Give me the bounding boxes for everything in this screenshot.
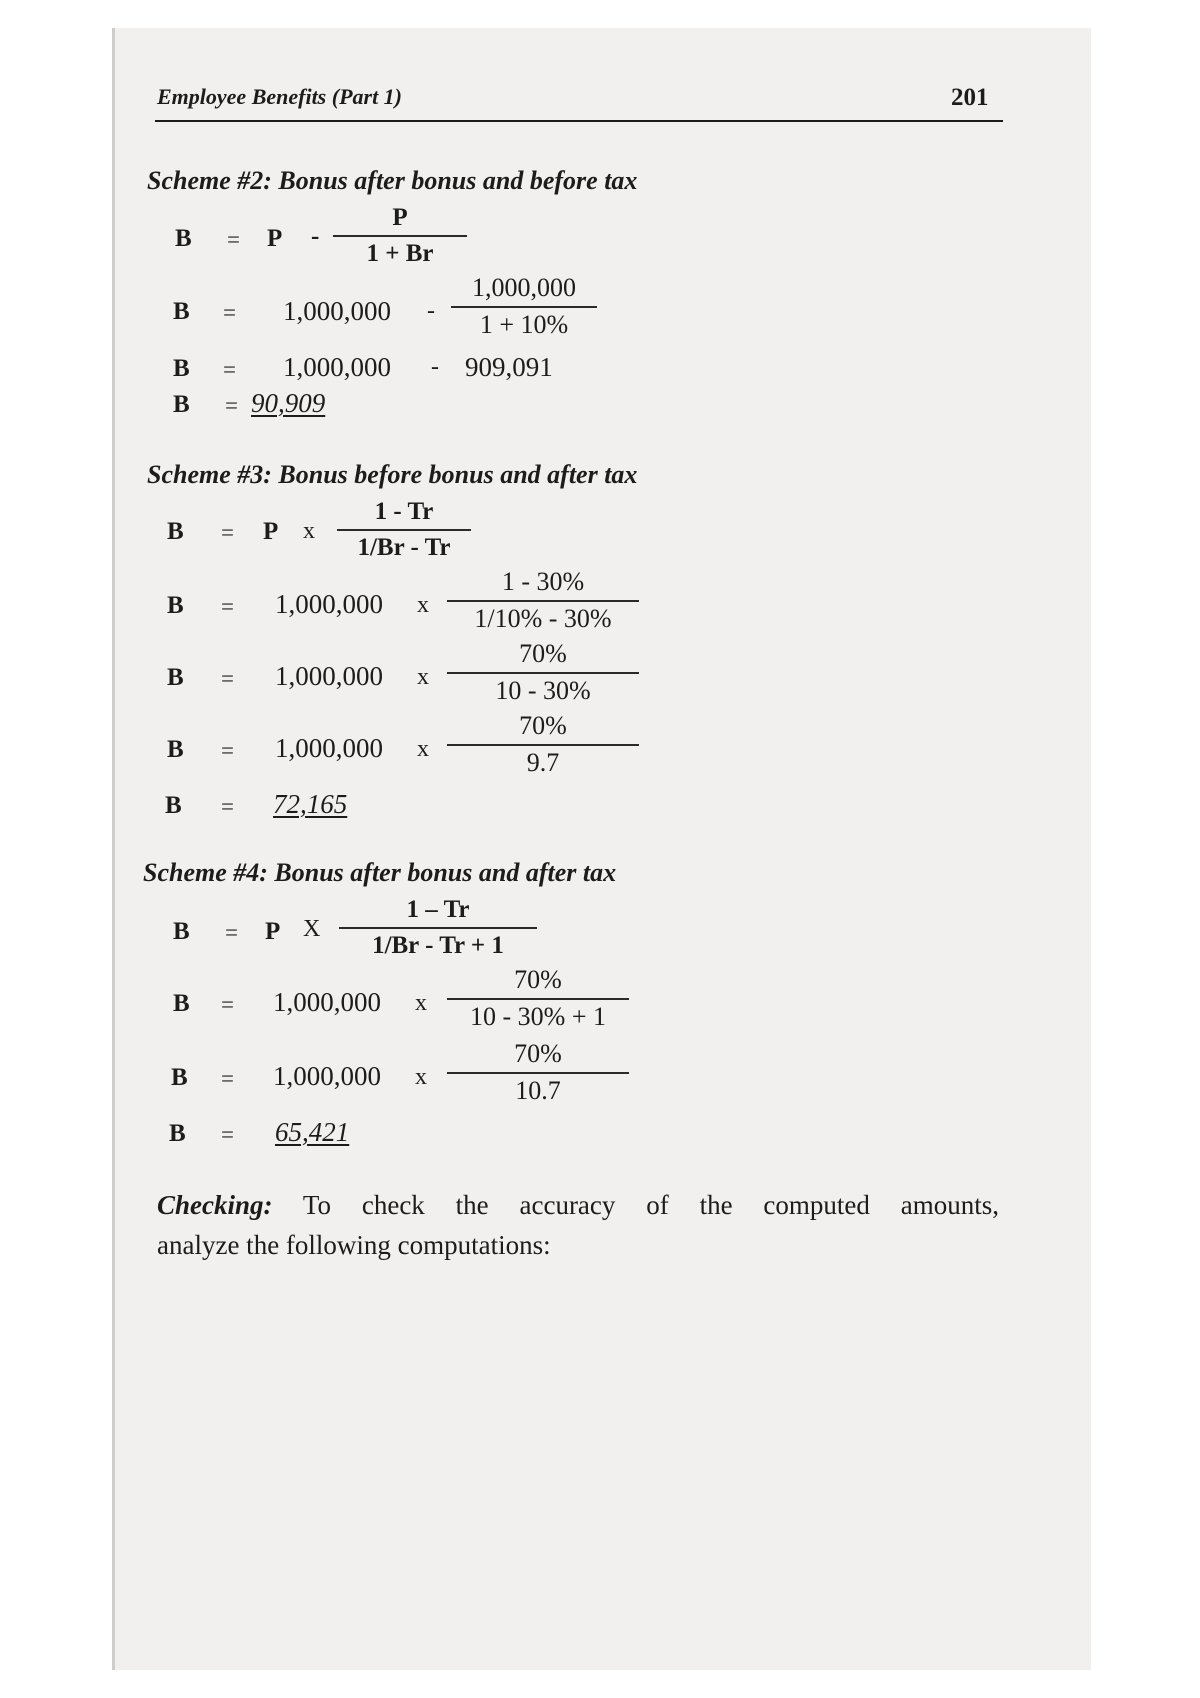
scheme2-heading: Scheme #2: Bonus after bonus and before tax [147,166,638,195]
result-value: 90,909 [251,388,326,418]
checking-paragraph-line2: analyze the following computations: [157,1230,551,1260]
running-head: Employee Benefits (Part 1) [157,84,403,109]
scheme3-heading: Scheme #3: Bonus before bonus and after tax [147,460,638,489]
fraction: 70% 10 - 30% + 1 [447,966,629,1031]
result-value: 72,165 [273,789,348,819]
operator: - [311,223,320,250]
result-value: 65,421 [275,1117,350,1147]
fraction: 70% 10.7 [447,1040,629,1105]
formula-lhs: B [175,225,192,252]
equals-sign: = [227,227,240,252]
formula-fraction: 1 – Tr 1/Br - Tr + 1 [339,896,537,959]
formula-fraction: P 1 + Br [333,204,467,267]
book-page: Employee Benefits (Part 1) 201 Scheme #2: Bonus after bonus and before tax B = P - P 1 + Br B = 1,000,000 - 1,000,000 1 + 10% B = 1,000,000 - 909,091 B = 90,909 Scheme #3: Bonus before bonus and after tax B = P x 1 - Tr 1/Br - Tr B = 1,000,000 x 1 - 30% 1/10% - 30% B = 1,000,000 x 70% 10 - 30% B = 1,000,000 x 70% 9.7 B = 72,165 Scheme #4: Bonus after bonus and after tax B = P X 1 – Tr 1/Br - Tr + 1 B = 1,000,000 x 70% 10 - 30% + 1 B = 1,000,000 x 70% 10.7 B = 65,421 Checking: To check the accuracy of the computed amounts, analyze the following computations: [112,28,1091,1670]
fraction: 1 - 30% 1/10% - 30% [447,568,639,633]
page-number: 201 [951,84,989,111]
checking-label: Checking: [157,1190,273,1220]
formula-fraction: 1 - Tr 1/Br - Tr [337,498,471,561]
fraction: 1,000,000 1 + 10% [451,274,597,339]
fraction: 70% 9.7 [447,712,639,777]
scheme4-heading: Scheme #4: Bonus after bonus and after tax [143,858,617,887]
header-rule [155,120,1003,122]
fraction: 70% 10 - 30% [447,640,639,705]
checking-paragraph-line1: Checking: To check the accuracy of the computed amounts, [157,1190,999,1220]
formula-p: P [267,225,283,252]
